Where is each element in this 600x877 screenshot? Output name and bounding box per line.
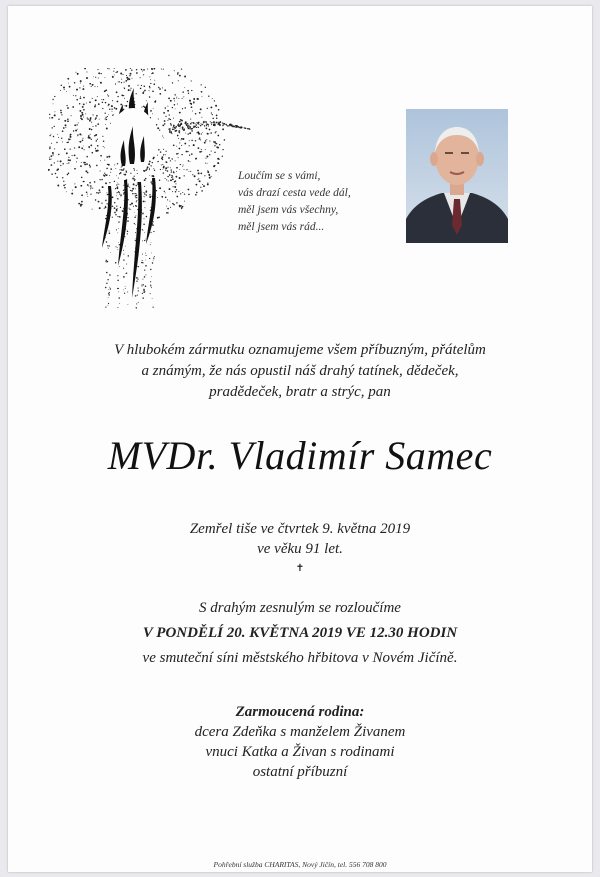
death-details bbox=[8, 519, 592, 579]
death-date-line: Zemřel tiše ve čtvrtek 9. května 2019 bbox=[189, 521, 411, 537]
age-line bbox=[8, 539, 592, 579]
family-member-line: vnuci Katka a Živan s rodinami bbox=[205, 744, 395, 760]
deceased-portrait-photo bbox=[406, 109, 508, 243]
announcement-line: pradědeček, bratr a strýc, pan bbox=[209, 384, 391, 400]
obituary-sheet bbox=[8, 6, 592, 872]
funeral-details bbox=[8, 596, 592, 671]
funeral-datetime: V PONDĚLÍ 20. KVĚTNA 2019 VE 12.30 HODIN bbox=[142, 625, 458, 641]
mourning-family bbox=[8, 702, 592, 782]
announcement-line: a známým, že nás opustil náš drahý tatínek, dědeček, bbox=[141, 363, 459, 379]
verse-line: Loučím se s vámi, bbox=[238, 170, 321, 182]
funeral-location: ve smuteční síni městského hřbitova v Novém Jičíně. bbox=[142, 650, 458, 666]
deceased-name: MVDr. Vladimír Samec bbox=[107, 433, 493, 478]
announcement-text bbox=[8, 340, 592, 403]
announcement-line: V hlubokém zármutku oznamujeme všem příbuzným, přátelům bbox=[114, 342, 486, 358]
age-text: ve věku 91 let. bbox=[257, 541, 343, 557]
farewell-verse bbox=[238, 168, 408, 236]
verse-line: měl jsem vás rád... bbox=[238, 221, 325, 233]
farewell-intro-line: S drahým zesnulým se rozloučíme bbox=[199, 600, 401, 616]
verse-line: vás drazí cesta vede dál, bbox=[238, 187, 351, 199]
cross-icon: ✝ bbox=[295, 563, 305, 574]
verse-line: měl jsem vás všechny, bbox=[238, 204, 339, 216]
family-member-line: dcera Zdeňka s manželem Živanem bbox=[194, 724, 406, 740]
funeral-service-footer: Pohřební služba CHARITAS, Nový Jičín, tel. 556 708 800 bbox=[213, 860, 387, 869]
family-heading: Zarmoucená rodina: bbox=[235, 704, 365, 720]
candle-emblem-icon bbox=[48, 68, 253, 313]
family-member-line: ostatní příbuzní bbox=[252, 764, 348, 780]
